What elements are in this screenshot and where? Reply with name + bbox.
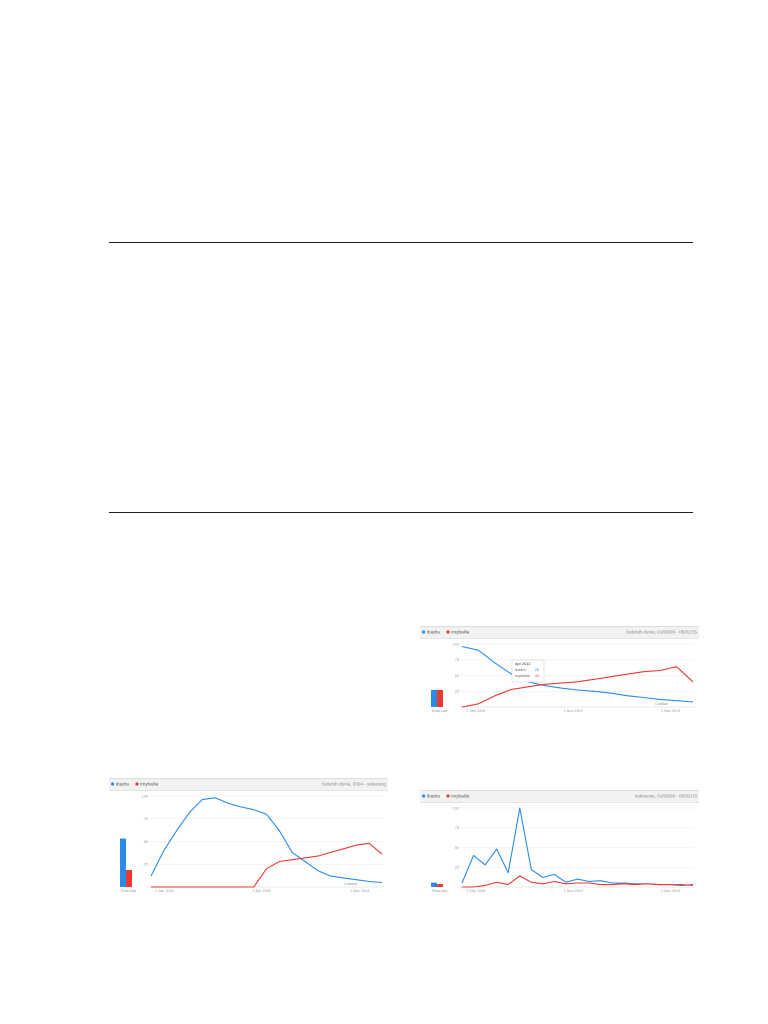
note-label: Catatan: [344, 882, 358, 886]
legend-label-1: imybailia: [140, 781, 159, 787]
trend-chart-svg: [109, 778, 388, 903]
tooltip-row-name: imybailia: [515, 674, 530, 678]
series-line-0: [462, 647, 693, 703]
x-tick-label: 1 Mar 2014: [350, 889, 370, 893]
x-tick-label: 1 Sep 2009: [466, 889, 486, 893]
x-tick-label: 1 Sep 2009: [466, 709, 486, 713]
trend-panel-world-2009: [420, 626, 699, 723]
summary-bar-0: [431, 690, 437, 707]
y-tick-label: 50: [454, 673, 459, 678]
x-tick-label: 1 Nov 2014: [661, 709, 681, 713]
y-tick-label: 75: [143, 817, 148, 822]
series-line-0: [151, 798, 382, 883]
summary-bar-0: [120, 839, 126, 887]
y-tick-label: 25: [454, 689, 459, 694]
summary-bar-0: [431, 883, 437, 887]
legend-label-1: imybailia: [451, 793, 470, 799]
range-label: Seluruh dunia, 2004 - sekarang: [321, 781, 386, 787]
y-tick-label: 25: [454, 865, 459, 870]
tooltip-row-name: ibadra: [515, 668, 526, 672]
legend-dot-1: [446, 630, 449, 633]
y-tick-label: 75: [454, 826, 459, 831]
note-label: Catatan: [655, 702, 669, 706]
trend-panel-indonesia-2009: [420, 790, 699, 903]
trend-chart-svg: [420, 626, 699, 723]
y-tick-label: 25: [143, 862, 148, 867]
tooltip-row-value: 34: [534, 674, 539, 678]
tooltip-row-value: 26: [534, 668, 539, 672]
legend-label-0: ibadra: [427, 793, 440, 799]
series-line-1: [462, 667, 693, 707]
y-tick-label: 50: [143, 839, 148, 844]
summary-bar-1: [126, 870, 132, 887]
legend-label-1: imybailia: [451, 629, 470, 635]
legend-dot-0: [422, 630, 425, 633]
legend-label-0: ibadra: [116, 781, 129, 787]
summary-bar-1: [437, 690, 443, 707]
horizontal-rule-middle: [109, 512, 693, 513]
legend-dot-0: [111, 782, 114, 785]
legend-dot-1: [446, 794, 449, 797]
summary-bar-1: [437, 884, 443, 887]
legend-dot-0: [422, 794, 425, 797]
series-line-1: [151, 843, 382, 887]
summary-label: Rata-rata: [121, 889, 136, 893]
x-tick-label: 1 Nov 2014: [661, 889, 681, 893]
range-label: Seluruh dunia, 01/09/09 - 05/02/15: [626, 629, 697, 635]
summary-label: Rata-rata: [432, 889, 447, 893]
series-line-0: [462, 808, 693, 885]
x-tick-label: 1 Nov 2012: [563, 889, 583, 893]
y-tick-label: 100: [141, 794, 148, 799]
trend-chart-svg: [420, 790, 699, 903]
y-tick-label: 50: [454, 845, 459, 850]
series-line-1: [462, 876, 693, 887]
trend-panel-world-2004: [109, 778, 388, 903]
y-tick-label: 100: [452, 642, 459, 647]
tooltip-title: Apr 2012: [515, 662, 531, 666]
legend-label-0: ibadra: [427, 629, 440, 635]
x-tick-label: 1 Jan 2004: [155, 889, 174, 893]
horizontal-rule-top: [109, 242, 693, 243]
summary-label: Rata-rata: [432, 709, 447, 713]
y-tick-label: 75: [454, 658, 459, 663]
legend-dot-1: [135, 782, 138, 785]
x-tick-label: 1 Apr 2009: [252, 889, 271, 893]
y-tick-label: 100: [452, 806, 459, 811]
range-label: Indonesia, 01/09/09 - 05/02/15: [634, 793, 697, 799]
x-tick-label: 1 Nov 2012: [563, 709, 583, 713]
